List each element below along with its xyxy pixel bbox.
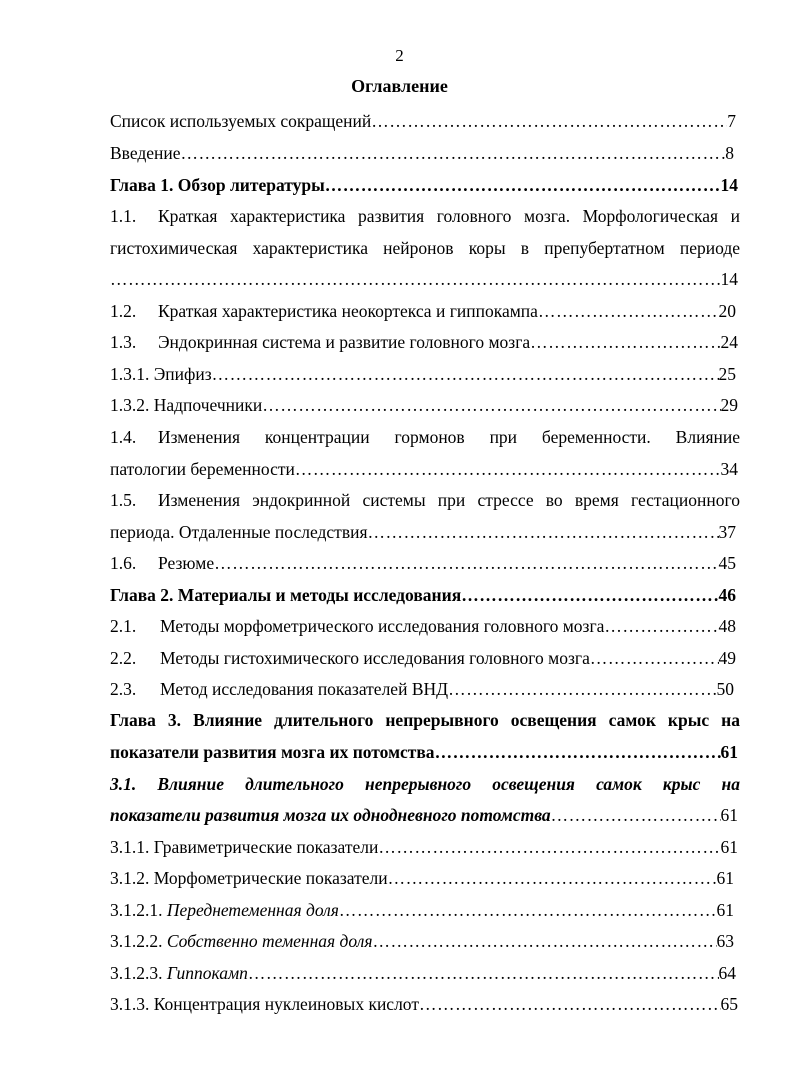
toc-entry-1-5: 1.5. Изменения эндокринной системы при стрессе во время гестационного [110, 490, 740, 510]
toc-entry-2-1: 2.1. Методы морфометрического исследования головного мозга ……………………………………………………………………………………………………………………………………………………………………………………………… 48 [110, 615, 736, 637]
toc-entry-1-1-line2: гистохимическая характеристика нейронов коры в препубертатном периоде [110, 238, 740, 258]
toc-entry-3-1-3: 3.1.3. Концентрация нуклеиновых кислот ……………………………………………………………………………………………………………………………………………………………………………………………… 65 [110, 993, 738, 1015]
toc-entry-chapter-2: Глава 2. Материалы и методы исследования ……………………………………………………………………………………………………………………………………………………………………………………………… 46 [110, 584, 736, 606]
toc-entry-1-3: 1.3. Эндокринная система и развитие головного мозга ……………………………………………………………………………………………………………………………………………………………………………………………… 24 [110, 331, 738, 353]
toc-entry-chapter-1: Глава 1. Обзор литературы ……………………………………………………………………………………………………………………………………………………………………………………………… 14 [110, 174, 738, 196]
toc-entry-2-2: 2.2. Методы гистохимического исследования головного мозга ……………………………………………………………………………………………………………………………………………………………………………………………… 49 [110, 647, 736, 669]
toc-entry-1-1-page: ……………………………………………………………………………………………………………………………………………………………………………………………… 14 [110, 268, 738, 290]
toc-entry-1-6: 1.6. Резюме ……………………………………………………………………………………………………………………………………………………………………………………………… 45 [110, 552, 736, 574]
toc-entry-1-3-2: 1.3.2. Надпочечники ……………………………………………………………………………………………………………………………………………………………………………………………… 29 [110, 394, 738, 416]
toc-entry-introduction: Введение ……………………………………………………………………………………………………………………………………………………………………………………………… 8 [110, 142, 734, 164]
toc-entry-3-1: 3.1. Влияние длительного непрерывного освещения самок крыс на [110, 774, 740, 794]
toc-entry-1-1: 1.1. Краткая характеристика развития головного мозга. Морфологическая и [110, 206, 740, 226]
toc-entry-3-1-1: 3.1.1. Гравиметрические показатели ……………………………………………………………………………………………………………………………………………………………………………………………… 61 [110, 836, 738, 858]
toc-entry-3-1-2-3: 3.1.2.3. Гиппокамп ……………………………………………………………………………………………………………………………………………………………………………………………… 64 [110, 962, 736, 984]
toc-entry-3-1-line2: показатели развития мозга их однодневного потомства ……………………………………………………………………………………………………………………………………………………………………………………………… 61 [110, 804, 738, 826]
toc-entry-1-4: 1.4. Изменения концентрации гормонов при беременности. Влияние [110, 427, 740, 447]
toc-entry-chapter-3: Глава 3. Влияние длительного непрерывного освещения самок крыс на [110, 710, 740, 730]
toc-entry-abbreviations: Список используемых сокращений ……………………………………………………………………………………………………………………………………………………………………………………………… 7 [110, 110, 736, 132]
page-number: 2 [395, 46, 404, 65]
page-title: Оглавление [351, 76, 448, 96]
toc-entry-3-1-2-2: 3.1.2.2. Собственно теменная доля ……………………………………………………………………………………………………………………………………………………………………………………………… 63 [110, 930, 734, 952]
toc-entry-1-2: 1.2. Краткая характеристика неокортекса и гиппокампа ……………………………………………………………………………………………………………………………………………………………………………………………… 20 [110, 300, 736, 322]
toc-entry-1-4-line2: патологии беременности ……………………………………………………………………………………………………………………………………………………………………………………………… 34 [110, 458, 738, 480]
toc-entry-1-3-1: 1.3.1. Эпифиз ……………………………………………………………………………………………………………………………………………………………………………………………… 25 [110, 363, 736, 385]
toc-entry-2-3: 2.3. Метод исследования показателей ВНД ……………………………………………………………………………………………………………………………………………………………………………………………… 50 [110, 678, 734, 700]
toc-entry-3-1-2: 3.1.2. Морфометрические показатели ……………………………………………………………………………………………………………………………………………………………………………………………… 61 [110, 867, 734, 889]
toc-entry-3-1-2-1: 3.1.2.1. Переднетеменная доля ……………………………………………………………………………………………………………………………………………………………………………………………… 61 [110, 899, 734, 921]
toc-entry-1-5-line2: периода. Отдаленные последствия ……………………………………………………………………………………………………………………………………………………………………………………………… 37 [110, 521, 736, 543]
toc-entry-chapter-3-line2: показатели развития мозга их потомства ……………………………………………………………………………………………………………………………………………………………………………………………… 61 [110, 741, 738, 763]
